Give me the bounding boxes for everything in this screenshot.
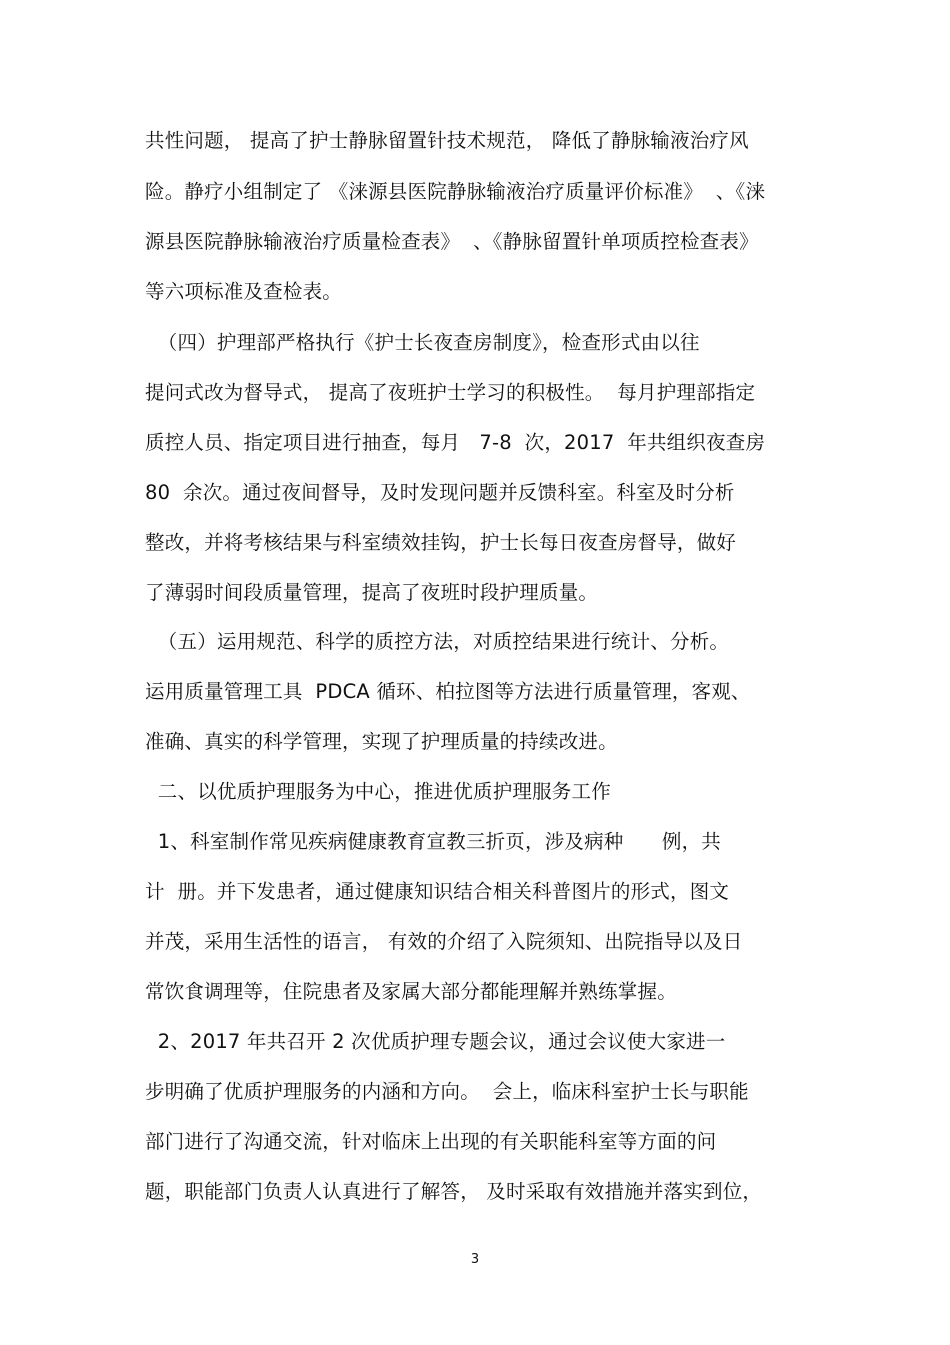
text-line: （四）护理部严格执行《护士长夜查房制度》，检查形式由以往	[145, 331, 700, 354]
text-line: 源县医院静脉输液治疗质量检查表》 、《静脉留置针单项质控检查表》	[145, 230, 759, 253]
text-line: 题，职能部门负责人认真进行了解答， 及时采取有效措施并落实到位，	[145, 1180, 763, 1203]
text-line: 准确、真实的科学管理，实现了护理质量的持续改进。	[145, 730, 618, 753]
text-line: 质控人员、指定项目进行抽查，每月 7-8 次，2017 年共组织夜查房	[145, 431, 766, 454]
text-line: 等六项标准及查检表。	[145, 280, 343, 303]
text-line: 计 册。并下发患者，通过健康知识结合相关科普图片的形式，图文	[145, 880, 730, 903]
text-line: 80 余次。通过夜间督导，及时发现问题并反馈科室。科室及时分析	[145, 481, 735, 504]
text-line: 运用质量管理工具 PDCA 循环、柏拉图等方法进行质量管理，客观、	[145, 680, 751, 703]
text-line: 提问式改为督导式， 提高了夜班护士学习的积极性。 每月护理部指定	[145, 381, 756, 404]
text-line: 二、以优质护理服务为中心，推进优质护理服务工作	[145, 780, 611, 803]
text-line: 并茂，采用生活性的语言， 有效的介绍了入院须知、出院指导以及日	[145, 930, 743, 953]
text-line: 整改，并将考核结果与科室绩效挂钩，护士长每日夜查房督导，做好	[145, 531, 737, 554]
text-line: 2、2017 年共召开 2 次优质护理专题会议，通过会议使大家进一	[145, 1030, 726, 1053]
text-line: 常饮食调理等，住院患者及家属大部分都能理解并熟练掌握。	[145, 980, 677, 1003]
text-line: 了薄弱时间段质量管理，提高了夜班时段护理质量。	[145, 581, 599, 604]
text-line: 步明确了优质护理服务的内涵和方向。 会上，临床科室护士长与职能	[145, 1080, 749, 1103]
text-line: （五）运用规范、科学的质控方法，对质控结果进行统计、分析。	[145, 630, 730, 653]
text-line: 共性问题， 提高了护士静脉留置针技术规范， 降低了静脉输液治疗风	[145, 129, 749, 152]
text-line: 险。静疗小组制定了 《涞源县医院静脉输液治疗质量评价标准》 、《涞	[145, 180, 766, 203]
text-line: 部门进行了沟通交流，针对临床上出现的有关职能科室等方面的问	[145, 1130, 717, 1153]
text-line: 1、科室制作常见疾病健康教育宣教三折页，涉及病种 例，共	[145, 830, 721, 853]
page-number: 3	[470, 1252, 480, 1267]
